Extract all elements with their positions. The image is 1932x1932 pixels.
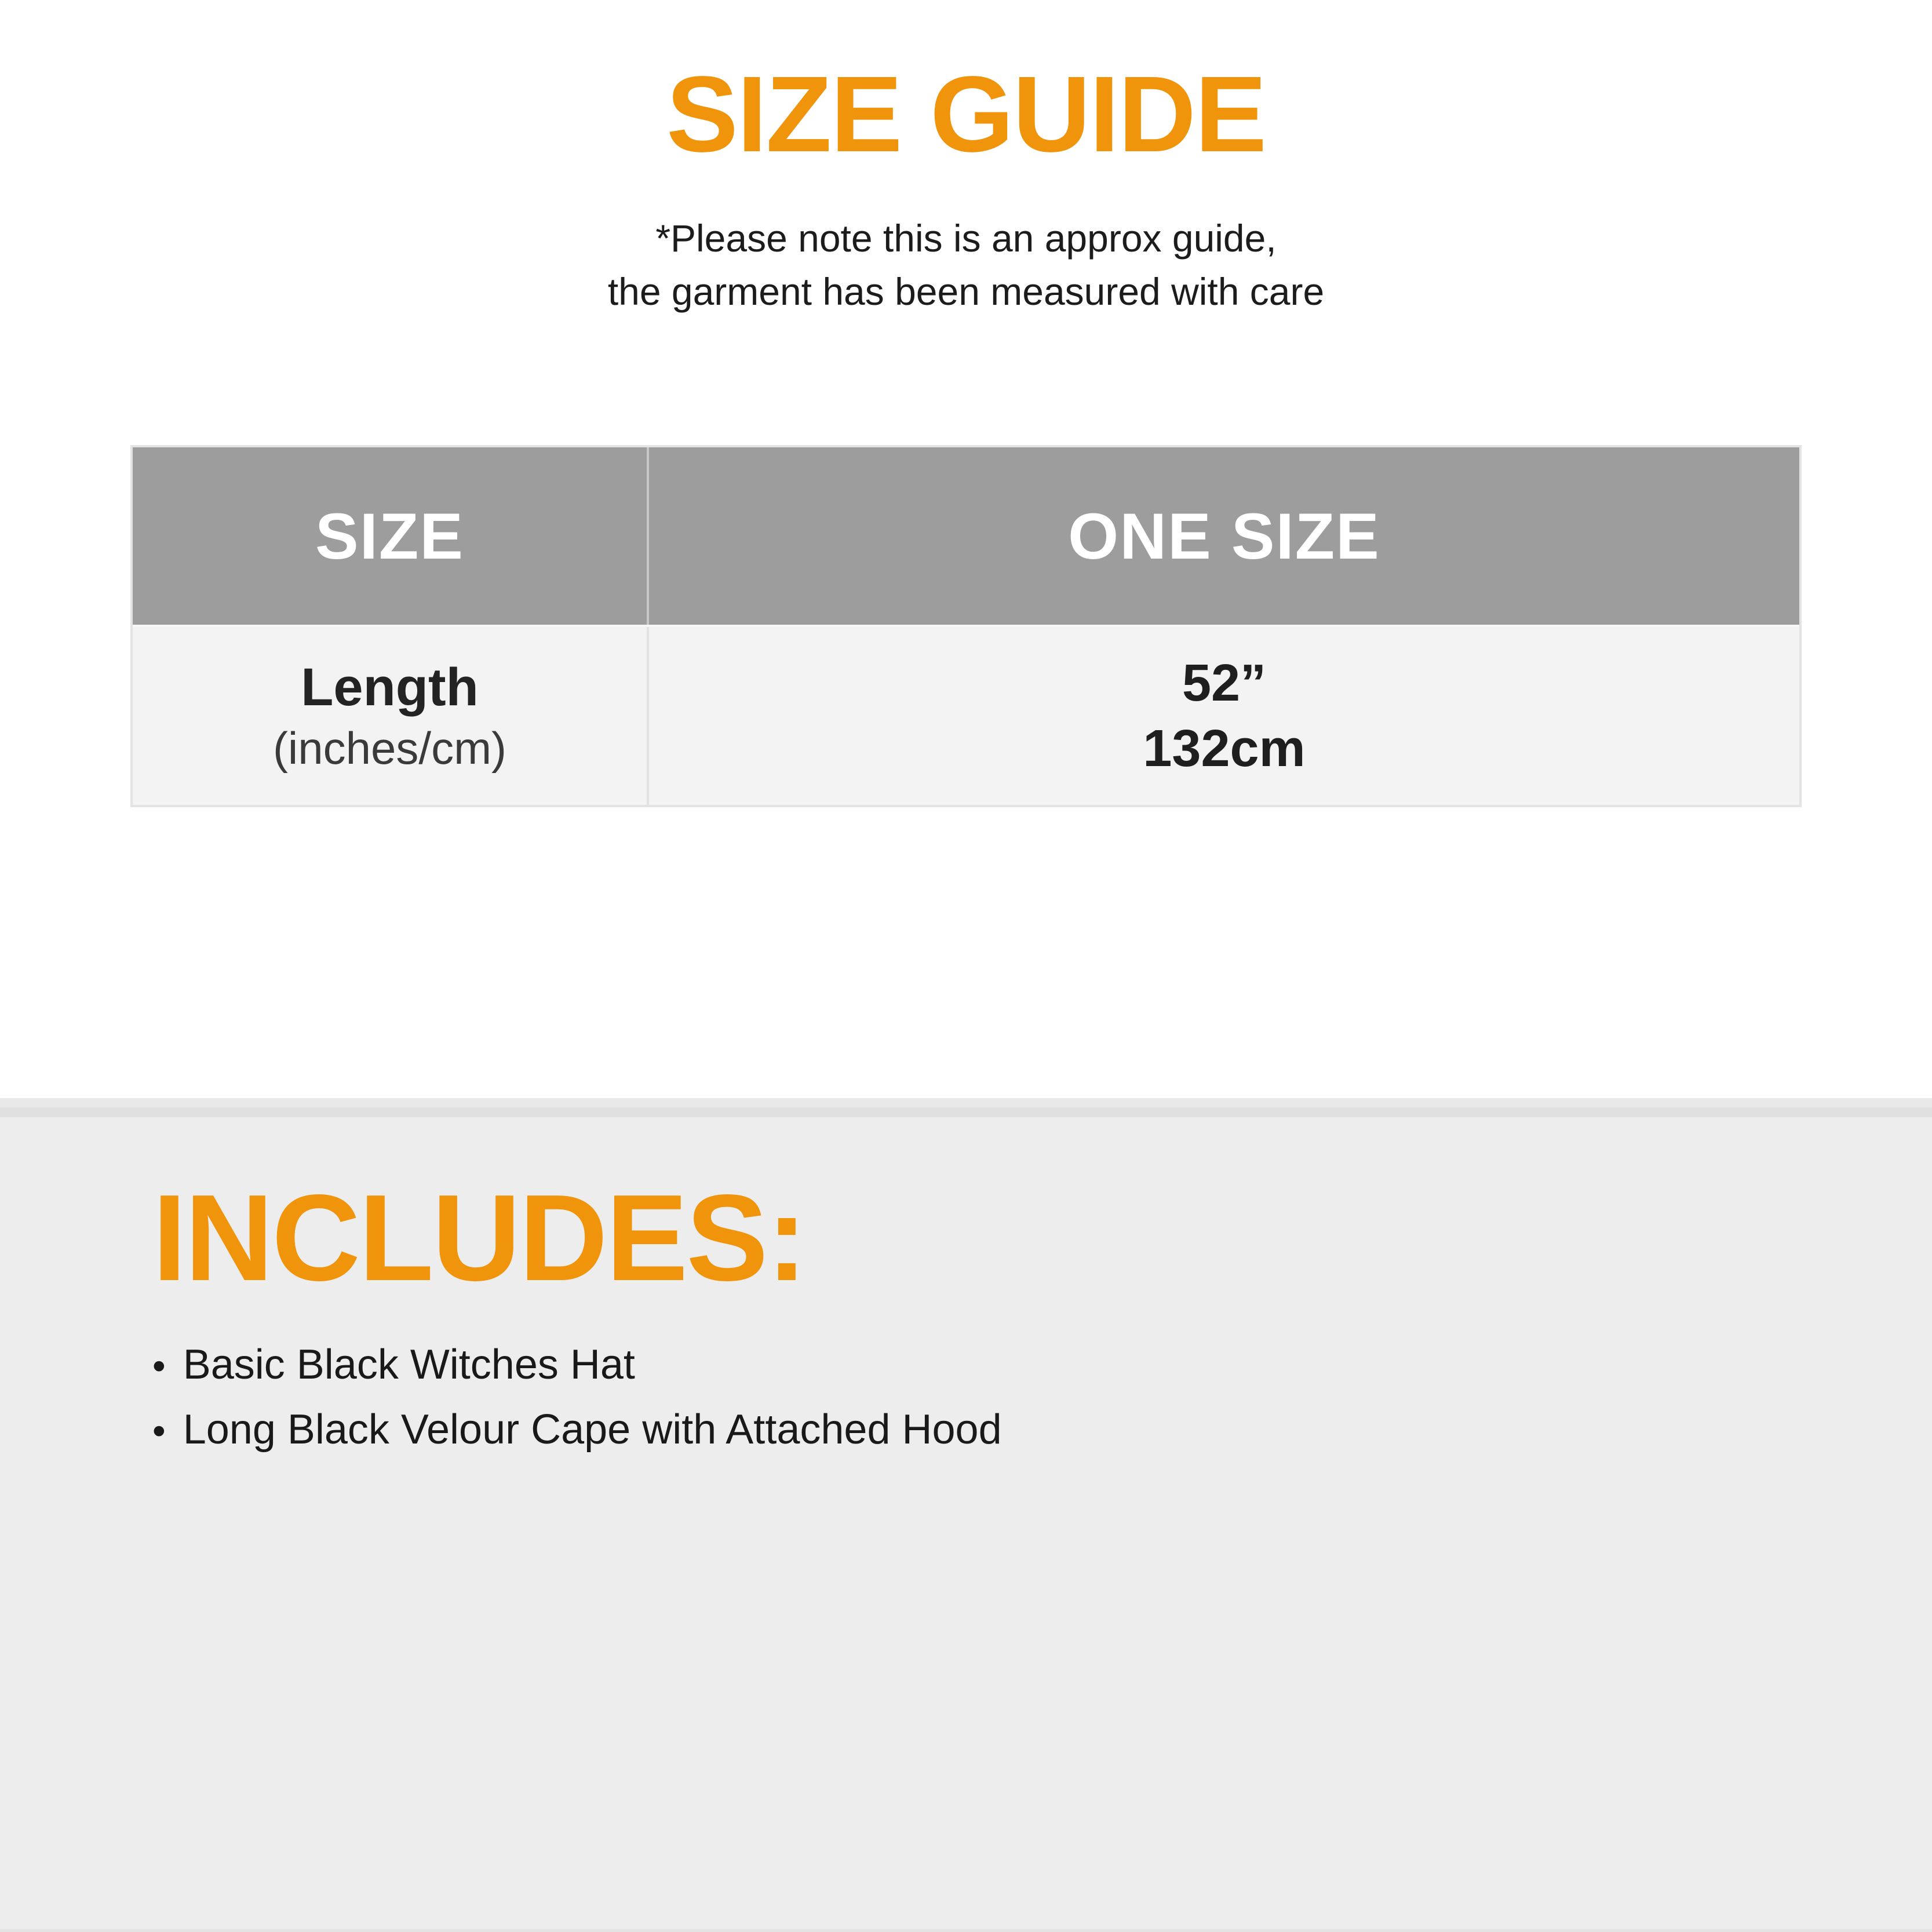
length-unit-label: (inches/cm) (272, 723, 507, 774)
bullet-icon: • (152, 1344, 166, 1387)
includes-list (0, 1335, 1932, 1459)
length-value-cell (647, 627, 1799, 805)
includes-heading: INCLUDES: (152, 1169, 806, 1306)
size-table-header-row (133, 447, 1799, 625)
list-item (152, 1335, 1862, 1394)
section-top-band-light (0, 1098, 1932, 1107)
list-item (152, 1400, 1862, 1459)
size-table-header-size: SIZE (315, 500, 464, 573)
size-table (130, 445, 1802, 807)
size-table-header-one-size: ONE SIZE (647, 447, 1799, 625)
includes-item-text-2: Long Black Velour Cape with Attached Hood (183, 1406, 1002, 1453)
length-value-inches: 52” (1182, 654, 1267, 712)
includes-section (0, 1098, 1932, 1932)
length-value-cm: 132cm (1143, 719, 1306, 778)
note-line-1: *Please note this is an approx guide, (655, 217, 1277, 260)
bullet-icon: • (152, 1409, 166, 1452)
table-row (133, 625, 1799, 805)
page-title: SIZE GUIDE (666, 54, 1266, 174)
note-line-2: the garment has been measured with care (607, 270, 1325, 313)
length-label-cell (133, 627, 647, 805)
bottom-edge-divider (0, 1929, 1932, 1932)
includes-item-text-1: Basic Black Witches Hat (183, 1342, 635, 1388)
length-label: Length (301, 658, 479, 717)
note-text (0, 212, 1932, 318)
section-top-band-dark (0, 1107, 1932, 1117)
